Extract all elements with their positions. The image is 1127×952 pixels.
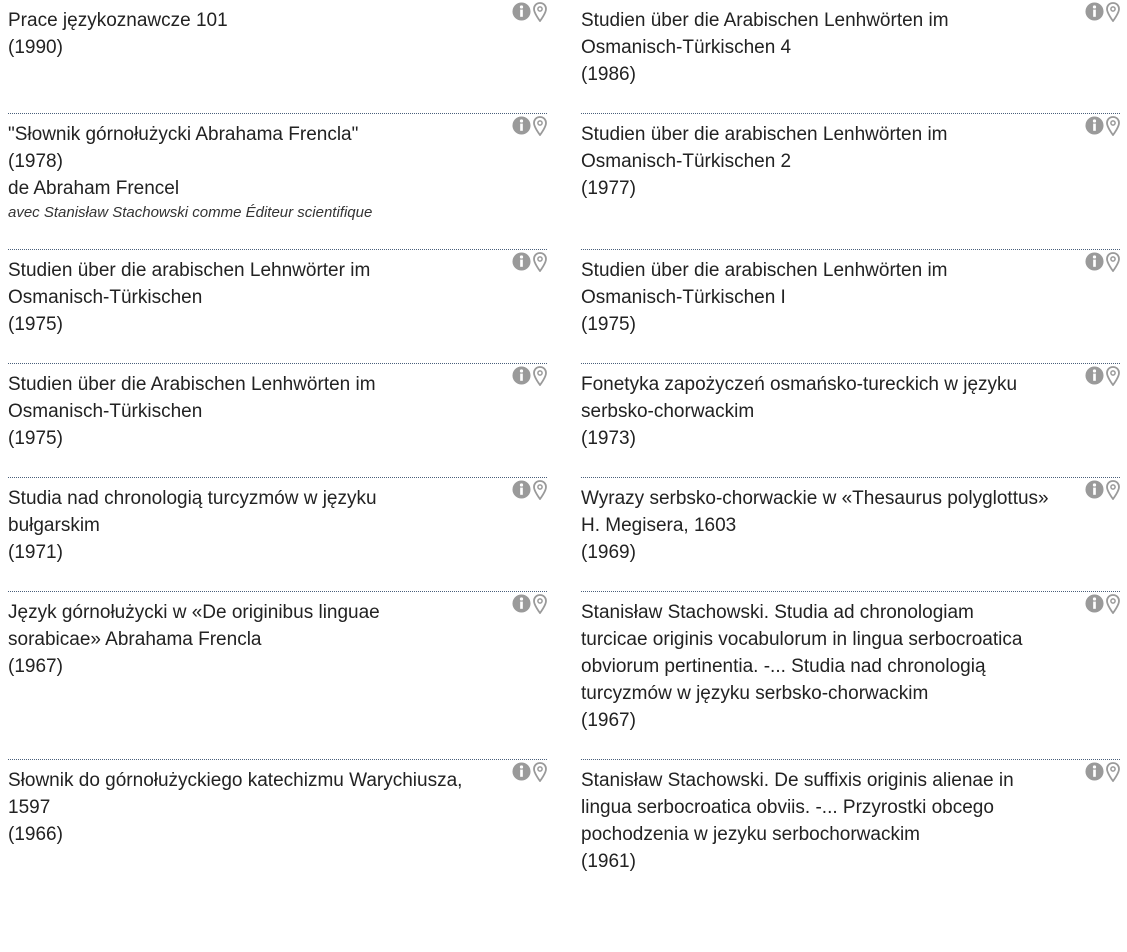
publication-entry (581, 364, 1120, 478)
map-pin-icon[interactable] (533, 2, 547, 27)
publication-title-line: Osmanisch-Türkischen I (581, 287, 786, 308)
publication-author: de Abraham Frencel (8, 178, 180, 199)
publication-entry (8, 250, 547, 364)
publication-year: (1973) (581, 428, 636, 449)
info-icon[interactable] (512, 480, 531, 504)
publication-year: (1967) (8, 656, 63, 677)
publication-title-line: obviorum pertinentia. -... Studia nad chronologią (581, 656, 986, 677)
map-pin-icon[interactable] (533, 116, 547, 141)
publication-contributor-role: avec Stanisław Stachowski comme Éditeur scientifique (8, 204, 373, 221)
publication-title-line: pochodzenia w jezyku serbochorwackim (581, 824, 920, 845)
publication-entry (8, 364, 547, 478)
publication-year: (1975) (8, 314, 63, 335)
map-pin-icon[interactable] (533, 366, 547, 391)
map-pin-icon[interactable] (1106, 252, 1120, 277)
entry-actions (1074, 763, 1120, 785)
publication-entry (8, 592, 547, 760)
map-pin-icon[interactable] (533, 252, 547, 277)
publication-title-line: Osmanisch-Türkischen 2 (581, 151, 792, 172)
publication-title-line: turcyzmów w języku serbsko-chorwackim (581, 683, 929, 704)
publication-list (8, 0, 1127, 900)
publication-year: (1986) (581, 64, 636, 85)
publication-title-line: Język górnołużycki w «De originibus linguae (8, 602, 380, 623)
entry-actions (501, 481, 547, 503)
info-icon[interactable] (1085, 252, 1104, 276)
publication-title-line: sorabicae» Abrahama Frencla (8, 629, 262, 650)
entry-actions (1074, 117, 1120, 139)
entry-actions (501, 763, 547, 785)
info-icon[interactable] (512, 762, 531, 786)
map-pin-icon[interactable] (533, 762, 547, 787)
map-pin-icon[interactable] (1106, 2, 1120, 27)
publication-title-line: Studien über die arabischen Lenhwörten im (581, 260, 948, 281)
publication-entry (8, 0, 547, 114)
publication-title-line: Fonetyka zapożyczeń osmańsko-tureckich w języku (581, 374, 1018, 395)
publication-title-line: Stanisław Stachowski. De suffixis originis alienae in (581, 770, 1014, 791)
map-pin-icon[interactable] (1106, 762, 1120, 787)
info-icon[interactable] (512, 594, 531, 618)
info-icon[interactable] (512, 2, 531, 26)
info-icon[interactable] (1085, 366, 1104, 390)
entry-actions (1074, 595, 1120, 617)
publication-title-line: "Słownik górnołużycki Abrahama Frencla" (8, 124, 359, 145)
publication-year: (1978) (8, 151, 63, 172)
map-pin-icon[interactable] (1106, 366, 1120, 391)
entry-actions (501, 117, 547, 139)
publication-title-line: Słownik do górnołużyckiego katechizmu Warychiusza, (8, 770, 463, 791)
publication-title-line: Prace językoznawcze 101 (8, 10, 228, 31)
publication-entry (8, 760, 547, 900)
info-icon[interactable] (512, 252, 531, 276)
entry-actions (501, 3, 547, 25)
publication-title-line: H. Megisera, 1603 (581, 515, 737, 536)
publication-entry (581, 114, 1120, 250)
map-pin-icon[interactable] (1106, 480, 1120, 505)
info-icon[interactable] (1085, 762, 1104, 786)
publication-title-line: Stanisław Stachowski. Studia ad chronologiam (581, 602, 974, 623)
map-pin-icon[interactable] (1106, 594, 1120, 619)
publication-title-line: Studien über die arabischen Lenhwörten im (581, 124, 948, 145)
publication-entry (581, 478, 1120, 592)
info-icon[interactable] (512, 366, 531, 390)
map-pin-icon[interactable] (533, 594, 547, 619)
publication-year: (1967) (581, 710, 636, 731)
publication-year: (1969) (581, 542, 636, 563)
publication-entry (8, 478, 547, 592)
publication-title-line: Studien über die arabischen Lehnwörter im (8, 260, 371, 281)
publication-title-line: Studia nad chronologią turcyzmów w języku (8, 488, 377, 509)
publication-year: (1975) (8, 428, 63, 449)
publication-title-line: turcicae originis vocabulorum in lingua serbocroatica (581, 629, 1023, 650)
entry-actions (501, 595, 547, 617)
publication-title-line: lingua serbocroatica obviis. -... Przyrostki obcego (581, 797, 994, 818)
publication-title-line: Studien über die Arabischen Lenhwörten im (8, 374, 376, 395)
info-icon[interactable] (1085, 2, 1104, 26)
publication-title-line: Osmanisch-Türkischen 4 (581, 37, 792, 58)
entry-actions (1074, 3, 1120, 25)
publication-title-line: serbsko-chorwackim (581, 401, 755, 422)
publication-title-line: Wyrazy serbsko-chorwackie w «Thesaurus polyglottus» (581, 488, 1049, 509)
publication-year: (1975) (581, 314, 636, 335)
publication-year: (1966) (8, 824, 63, 845)
publication-entry (581, 0, 1120, 114)
publication-year: (1977) (581, 178, 636, 199)
entry-actions (501, 253, 547, 275)
publication-entry (8, 114, 547, 250)
entry-actions (501, 367, 547, 389)
publication-year: (1971) (8, 542, 63, 563)
publication-entry (581, 592, 1120, 760)
publication-title-line: bułgarskim (8, 515, 100, 536)
map-pin-icon[interactable] (533, 480, 547, 505)
publication-entry (581, 760, 1120, 900)
info-icon[interactable] (512, 116, 531, 140)
publication-title-line: Osmanisch-Türkischen (8, 287, 203, 308)
entry-actions (1074, 253, 1120, 275)
info-icon[interactable] (1085, 116, 1104, 140)
publication-year: (1990) (8, 37, 63, 58)
entry-actions (1074, 481, 1120, 503)
publication-year: (1961) (581, 851, 636, 872)
info-icon[interactable] (1085, 594, 1104, 618)
publication-title-line: Osmanisch-Türkischen (8, 401, 203, 422)
publication-entry (581, 250, 1120, 364)
publication-title-line: Studien über die Arabischen Lenhwörten im (581, 10, 949, 31)
map-pin-icon[interactable] (1106, 116, 1120, 141)
publication-title-line: 1597 (8, 797, 51, 818)
info-icon[interactable] (1085, 480, 1104, 504)
entry-actions (1074, 367, 1120, 389)
